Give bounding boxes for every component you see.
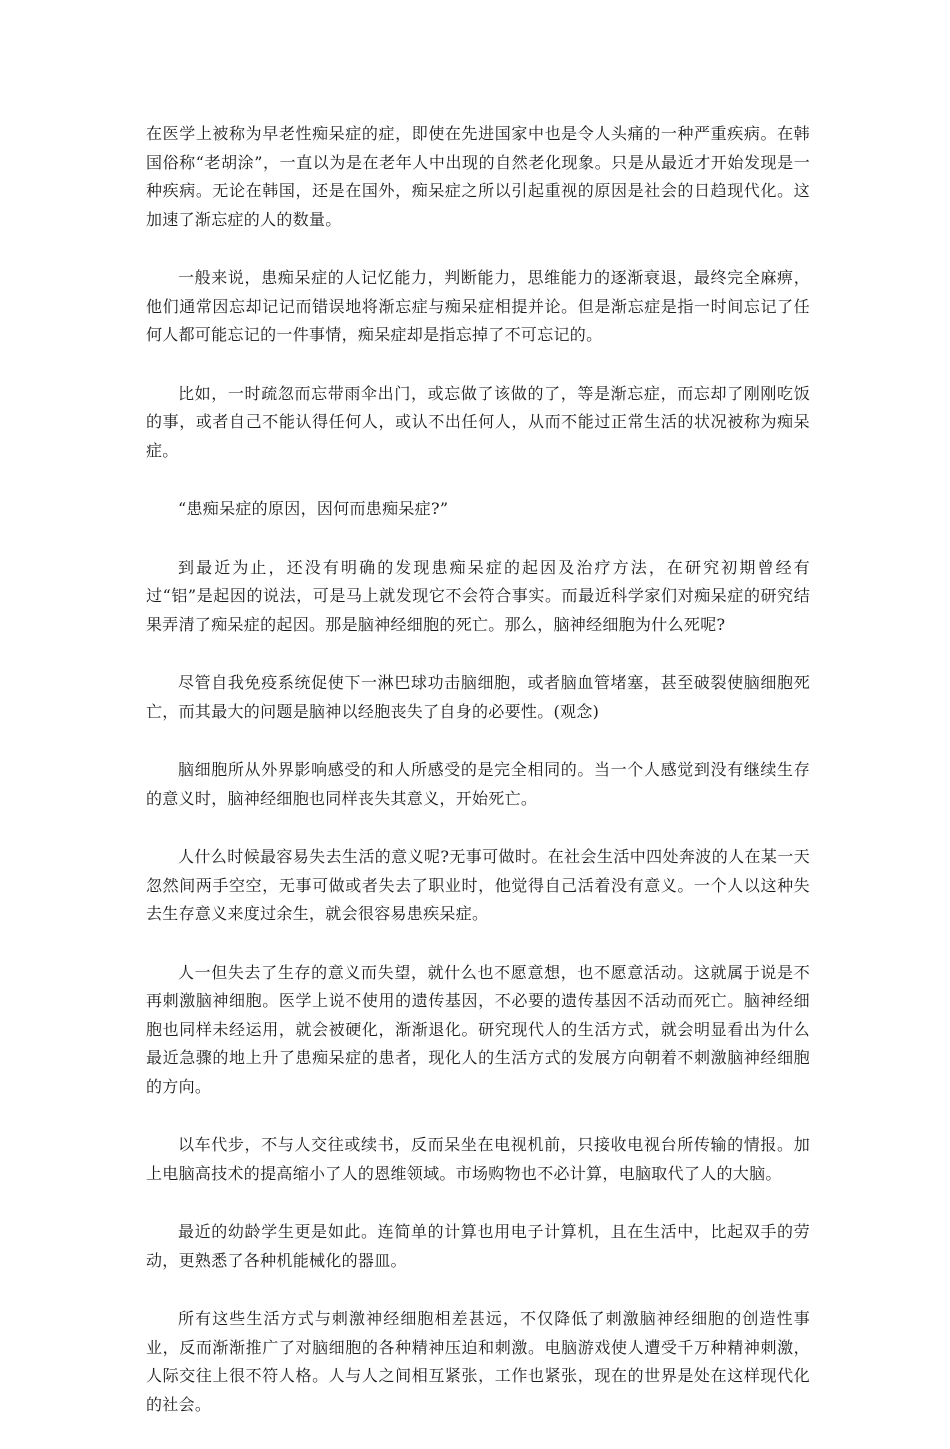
paragraph-8: 人什么时候最容易失去生活的意义呢?无事可做时。在社会生活中四处奔波的人在某一天忽然间两手空空，无事可做或者失去了职业时，他觉得自己活着没有意义。一个人以这种失去生存意义来度过余生，就会很容易患疾呆症。 [146,847,810,923]
paragraph-1: 在医学上被称为早老性痴呆症的症，即使在先进国家中也是令人头痛的一种严重疾病。在韩国俗称“老胡涂”，一直以为是在老年人中出现的自然老化现象。只是从最近才开始发现是一种疾病。无论在韩国，还是在国外，痴呆症之所以引起重视的原因是社会的日趋现代化。这加速了渐忘症的人的数量。 [146,124,810,229]
paragraph-2: 一般来说，患痴呆症的人记忆能力，判断能力，思维能力的逐渐衰退，最终完全麻痹，他们通常因忘却记记而错误地将渐忘症与痴呆症相提并论。但是渐忘症是指一时间忘记了任何人都可能忘记的一件事情，痴呆症却是指忘掉了不可忘记的。 [146,268,810,344]
paragraph-9: 人一但失去了生存的意义而失望，就什么也不愿意想，也不愿意活动。这就属于说是不再刺激脑神细胞。医学上说不使用的遗传基因，不必要的遗传基因不活动而死亡。脑神经细胞也同样未经运用，就会被硬化，渐渐退化。研究现代人的生活方式，就会明显看出为什么最近急骤的地上升了患痴呆症的患者，现化人的生活方式的发展方向朝着不刺激脑神经细胞的方向。 [146,962,810,1096]
paragraph-3: 比如，一时疏忽而忘带雨伞出门，或忘做了该做的了，等是渐忘症，而忘却了刚刚吃饭的事，或者自己不能认得任何人，或认不出任何人，从而不能过正常生活的状况被称为痴呆症。 [146,383,810,460]
document-body [146,120,810,1449]
paragraph-10: 以车代步，不与人交往或续书，反而呆坐在电视机前，只接收电视台所传输的情报。加上电脑高技术的提高缩小了人的恩维领域。市场购物也不必计算，电脑取代了人的大脑。 [146,1135,810,1183]
paragraph-11: 最近的幼龄学生更是如此。连简单的计算也用电子计算机，且在生活中，比起双手的劳动，更熟悉了各种机能械化的器皿。 [146,1222,810,1270]
paragraph-7: 脑细胞所从外界影响感受的和人所感受的是完全相同的。当一个人感觉到没有继续生存的意义时，脑神经细胞也同样丧失其意义，开始死亡。 [146,760,810,808]
paragraph-4: “患痴呆症的原因，因何而患痴呆症?” [178,499,449,518]
paragraph-12: 所有这些生活方式与刺激神经细胞相差甚远，不仅降低了刺激脑神经细胞的创造性事业，反而渐渐推广了对脑细胞的各种精神压迫和刺激。电脑游戏使人遭受千万种精神刺激，人际交往上很不符人格。人与人之间相互紧张，工作也紧张，现在的世界是处在这样现代化的社会。 [146,1309,810,1414]
paragraph-5: 到最近为止，还没有明确的发现患痴呆症的起因及治疗方法，在研究初期曾经有过“铝”是起因的说法，可是马上就发现它不会符合事实。而最近科学家们对痴呆症的研究结果弄清了痴呆症的起因。那是脑神经细胞的死亡。那么，脑神经细胞为什么死呢? [146,557,810,634]
paragraph-6: 尽管自我免疫系统促使下一淋巴球功击脑细胞，或者脑血管堵塞，甚至破裂使脑细胞死亡，而其最大的问题是脑神以经胞丧失了自身的必要性。(观念) [146,673,810,721]
